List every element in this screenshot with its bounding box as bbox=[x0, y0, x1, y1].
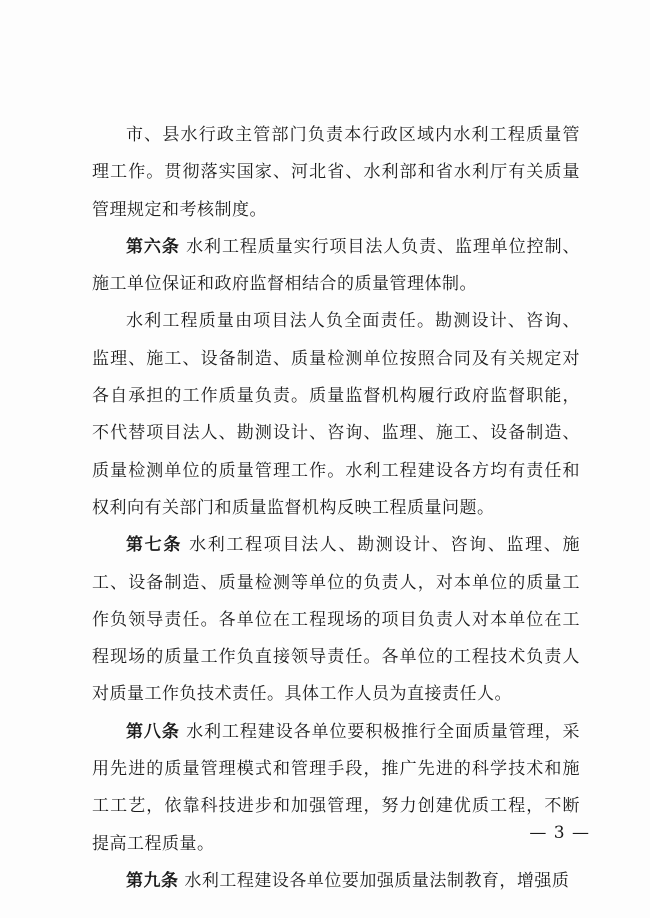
page-number: — 3 — bbox=[529, 823, 590, 843]
paragraph-3 bbox=[92, 303, 580, 527]
article-number: 第九条 bbox=[126, 870, 179, 891]
document-body bbox=[92, 117, 580, 900]
article-number: 第七条 bbox=[126, 535, 183, 556]
paragraph-text: 水利工程质量由项目法人负全面责任。勘测设计、咨询、监理、施工、设备制造、质量检测单位按照合同及有关规定对各自承担的工作质量负责。质量监督机构履行政府监督职能，不代替项目法人、勘测设计、咨询、监理、施工、设备制造、质量检测单位的质量管理工作。水利工程建设各方均有责任和权利向有关部门和质量监督机构反映工程质量问题。 bbox=[92, 311, 580, 518]
article-number: 第六条 bbox=[126, 236, 180, 257]
paragraph-1 bbox=[92, 117, 580, 229]
paragraph-text: 市、县水行政主管部门负责本行政区域内水利工程质量管理工作。贯彻落实国家、河北省、水利部和省水利厅有关质量管理规定和考核制度。 bbox=[92, 125, 580, 220]
paragraph-text: 水利工程质量实行项目法人负责、监理单位控制、施工单位保证和政府监督相结合的质量管理体制。 bbox=[92, 236, 581, 295]
paragraph-6 bbox=[92, 863, 580, 900]
paragraph-text: 水利工程建设各单位要积极推行全面质量管理，采用先进的质量管理模式和管理手段，推广先进的科学技术和施工工艺，依靠科技进步和加强管理，努力创建优质工程，不断提高工程质量。 bbox=[92, 721, 581, 854]
article-number: 第八条 bbox=[126, 721, 180, 742]
paragraph-2 bbox=[92, 229, 580, 304]
paragraph-4 bbox=[92, 527, 580, 713]
paragraph-text: 水利工程项目法人、勘测设计、咨询、监理、施工、设备制造、质量检测等单位的负责人，对本单位的质量工作负领导责任。各单位在工程现场的项目负责人对本单位在工程现场的质量工作负直接领导责任。各单位的工程技术负责人对质量工作负技术责任。具体工作人员为直接责任人。 bbox=[92, 535, 581, 705]
paragraph-text: 水利工程建设各单位要加强质量法制教育，增强质 bbox=[184, 870, 570, 891]
paragraph-5 bbox=[92, 714, 580, 863]
